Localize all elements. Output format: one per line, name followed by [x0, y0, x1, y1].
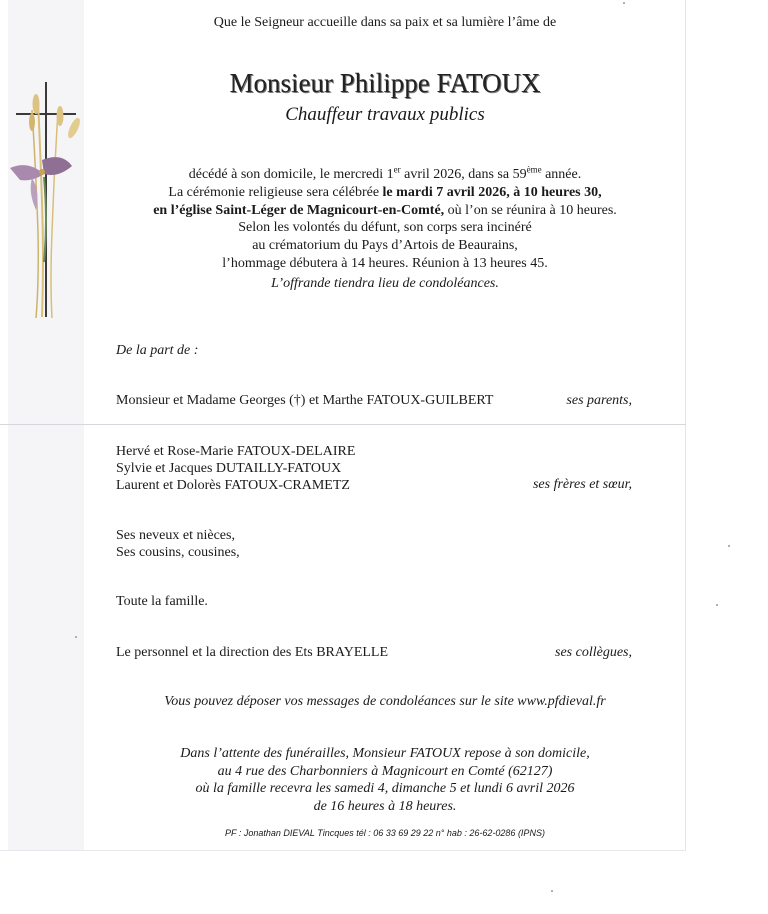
intro-line: Que le Seigneur accueille dans sa paix et sa lumière l’âme de [213, 15, 557, 30]
colleagues-line: Le personnel et la direction des Ets BRAYELLE [116, 645, 389, 660]
sibling-name: Laurent et Dolorès FATOUX-CRAMETZ [116, 478, 350, 493]
funeral-home-footer: PF : Jonathan DIEVAL Tincques tél : 06 33 69 29 22 n° hab : 26-62-0286 (IPNS) [225, 828, 545, 838]
deceased-profession: Chauffeur travaux publics [285, 104, 485, 125]
colleagues-role: ses collègues, [555, 645, 632, 660]
page-bottom-edge [0, 850, 686, 851]
repose-line: au 4 rue des Charbonniers à Magnicourt en Comté (62127) [217, 763, 553, 779]
ceremony-details [80, 166, 690, 273]
cremation-line: Selon les volontés du défunt, son corps sera incinéré [238, 220, 532, 236]
scan-speck [623, 2, 625, 4]
offering-note: L’offrande tiendra lieu de condoléances. [271, 276, 499, 291]
siblings-role: ses frères et sœur, [532, 477, 632, 492]
scan-speck [716, 604, 718, 606]
from-label: De la part de : [116, 343, 199, 358]
sibling-name: Hervé et Rose-Marie FATOUX-DELAIRE [116, 444, 356, 459]
repose-info [80, 745, 690, 815]
scan-speck [75, 636, 77, 638]
repose-line: de 16 heures à 18 heures. [313, 798, 457, 814]
siblings-list [116, 443, 355, 494]
extended-family [116, 527, 240, 561]
repose-line: Dans l’attente des funérailles, Monsieur FATOUX repose à son domicile, [180, 746, 590, 761]
repose-line: où la famille recevra les samedi 4, dimanche 5 et lundi 6 avril 2026 [195, 781, 575, 796]
parents-names: Monsieur et Madame Georges (†) et Marthe FATOUX-GUILBERT [116, 393, 494, 408]
cousins-line: Ses cousins, cousines, [116, 545, 240, 560]
crematorium-line: au crématorium du Pays d’Artois de Beaurains, [252, 238, 518, 254]
page-fold-line [0, 424, 686, 425]
condolences-website-note: Vous pouvez déposer vos messages de condoléances sur le site www.pfdieval.fr [164, 694, 606, 709]
ceremony-place-line: en l’église Saint-Léger de Magnicourt-en-Comté, où l’on se réunira à 10 heures. [153, 202, 617, 218]
scan-speck [551, 890, 553, 892]
tribute-line: l’hommage débutera à 14 heures. Réunion à 13 heures 45. [222, 255, 548, 271]
cross-lily-wheat-icon [2, 82, 88, 322]
scan-speck [728, 545, 730, 547]
death-line: décédé à son domicile, le mercredi 1er avril 2026, dans sa 59ème année. [188, 164, 582, 182]
page-right-edge [685, 0, 686, 850]
all-family-line: Toute la famille. [116, 594, 208, 609]
sibling-name: Sylvie et Jacques DUTAILLY-FATOUX [116, 461, 342, 476]
ceremony-date-line: La cérémonie religieuse sera célébrée le mardi 7 avril 2026, à 10 heures 30, [168, 184, 602, 200]
deceased-name: Monsieur Philippe FATOUX [229, 68, 541, 98]
parents-role: ses parents, [566, 393, 632, 408]
nephews-line: Ses neveux et nièces, [116, 528, 235, 543]
